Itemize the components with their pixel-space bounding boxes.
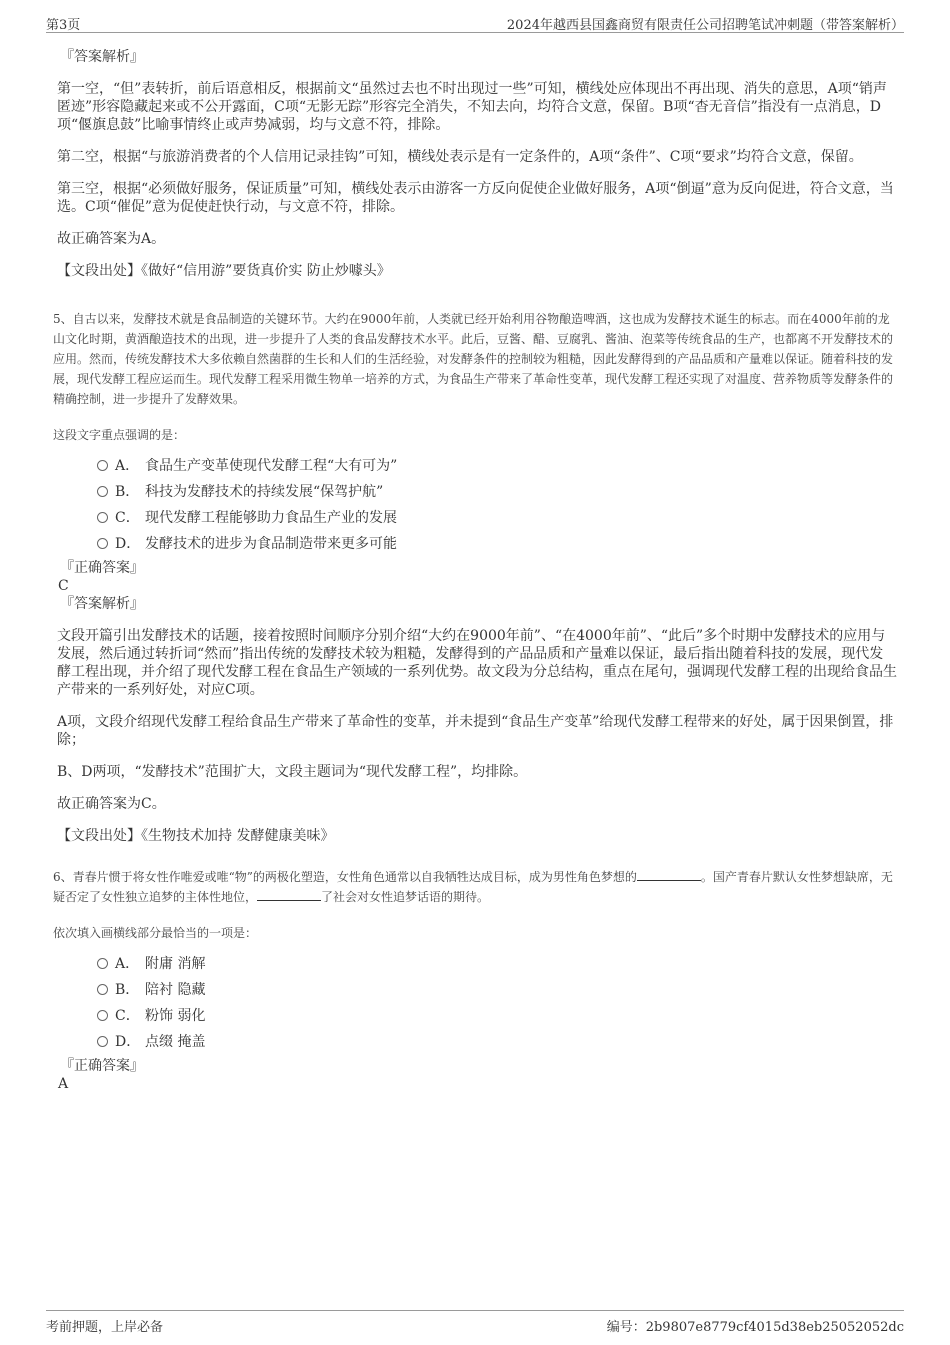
option-c[interactable]: C． 现代发酵工程能够助力食品生产业的发展 <box>97 509 897 535</box>
radio-icon[interactable] <box>97 538 108 549</box>
radio-icon[interactable] <box>97 460 108 471</box>
correct-answer-heading: 『正确答案』 <box>60 1058 144 1074</box>
analysis-paragraph-1: 文段开篇引出发酵技术的话题，接着按照时间顺序分别介绍“大约在9000年前”、“在4000年前”、“此后”多个时期中发酵技术的应用与发展，然后通过转折词“然而”指出传统的发酵技术较为粗糙，发酵得到的产品品质和产量难以保证，最后指出随着科技的发展，现代发酵工程出现，并介绍了现代发酵工程在食品生产领域的一系列优势。故文段为分总结构，重点在尾句，强调现代发酵工程的出现给食品生产带来的一系列好处，对应C项。 <box>57 628 897 698</box>
radio-icon[interactable] <box>97 486 108 497</box>
option-a[interactable]: A． 附庸 消解 <box>97 955 897 981</box>
option-a[interactable]: A． 食品生产变革使现代发酵工程“大有可为” <box>97 457 897 483</box>
blank-1 <box>637 869 701 881</box>
analysis-paragraph-2: A项，文段介绍现代发酵工程给食品生产带来了革命性的变革，并未提到“食品生产变革”给现代发酵工程带来的好处，属于因果倒置，排除； <box>57 714 894 748</box>
page-header <box>46 10 904 33</box>
radio-icon[interactable] <box>97 512 108 523</box>
question-5-stem: 5、自古以来，发酵技术就是食品制造的关键环节。大约在9000年前，人类就已经开始利用谷物酿造啤酒，这也成为发酵技术诞生的标志。而在4000年前的龙山文化时期，黄酒酿造技术的出现，进一步提升了人类的食品发酵技术水平。此后，豆酱、醋、豆腐乳、酱油、泡菜等传统食品的生产，也都离不开发酵技术的应用。然而，传统发酵技术大多依赖自然菌群的生长和人们的生活经验，对发酵条件的控制较为粗糙，因此发酵得到的产品品质和产量难以保证。随着科技的发展，现代发酵工程应运而生。现代发酵工程采用微生物单一培养的方式，为食品生产带来了革命性变革，现代发酵工程还实现了对温度、营养物质等发酵条件的精确控制，进一步提升了发酵效果。 <box>53 312 894 406</box>
analysis-paragraph-3: B、D两项，“发酵技术”范围扩大，文段主题词为“现代发酵工程”，均排除。 <box>57 764 528 780</box>
option-b[interactable]: B． 陪衬 隐藏 <box>97 981 897 1007</box>
document-id: 编号：2b9807e8779cf4015d38eb25052052dc <box>606 1320 904 1335</box>
correct-answer: A <box>58 1076 69 1092</box>
page-footer <box>46 1310 904 1335</box>
question-6-options <box>57 955 897 1059</box>
analysis-paragraph-2: 第二空，根据“与旅游消费者的个人信用记录挂钩”可知，横线处表示是有一定条件的，A项“条件”、C项“要求”均符合文意，保留。 <box>57 149 863 165</box>
question-5-prompt: 这段文字重点强调的是： <box>53 428 186 442</box>
radio-icon[interactable] <box>97 958 108 969</box>
page-content <box>53 40 897 1093</box>
question-5-options <box>57 457 897 561</box>
analysis-paragraph-3: 第三空，根据“必须做好服务，保证质量”可知，横线处表示由游客一方反向促使企业做好服务，A项“倒逼”意为反向促进，符合文意，当选。C项“催促”意为促使赶快行动，与文意不符，排除。 <box>57 181 894 215</box>
source-citation: 【文段出处】《做好“信用游”要货真价实 防止炒噱头》 <box>57 263 391 279</box>
blank-2 <box>257 889 321 901</box>
radio-icon[interactable] <box>97 1036 108 1047</box>
question-6-stem: 6、青春片惯于将女性作唯爱或唯“物”的两极化塑造，女性角色通常以自我牺牲达成目标，成为男性角色梦想的 。国产青春片默认女性梦想缺席，无疑否定了女性独立追梦的主体性地位， 了社会对女性追梦话语的期待。 <box>53 870 893 904</box>
correct-answer: C <box>58 578 69 594</box>
radio-icon[interactable] <box>97 984 108 995</box>
option-d[interactable]: D． 点缀 掩盖 <box>97 1033 897 1059</box>
analysis-conclusion: 故正确答案为A。 <box>57 231 166 247</box>
analysis-paragraph-1: 第一空，“但”表转折，前后语意相反，根据前文“虽然过去也不时出现过一些”可知，横线处应体现出不再出现、消失的意思，A项“销声匿迹”形容隐藏起来或不公开露面，C项“无影无踪”形容完全消失，不知去向，均符合文意，保留。B项“杳无音信”指没有一点消息，D项“偃旗息鼓”比喻事情终止或声势减弱，均与文意不符，排除。 <box>57 81 887 133</box>
question-6-prompt: 依次填入画横线部分最恰当的一项是： <box>53 926 258 940</box>
page-number: 第3页 <box>46 18 81 33</box>
analysis-heading: 『答案解析』 <box>60 49 144 65</box>
correct-answer-heading: 『正确答案』 <box>60 560 144 576</box>
option-d[interactable]: D． 发酵技术的进步为食品制造带来更多可能 <box>97 535 897 561</box>
option-c[interactable]: C． 粉饰 弱化 <box>97 1007 897 1033</box>
source-citation: 【文段出处】《生物技术加持 发酵健康美味》 <box>57 828 335 844</box>
radio-icon[interactable] <box>97 1010 108 1021</box>
option-b[interactable]: B． 科技为发酵技术的持续发展“保驾护航” <box>97 483 897 509</box>
analysis-heading: 『答案解析』 <box>60 596 144 612</box>
analysis-conclusion: 故正确答案为C。 <box>57 796 166 812</box>
footer-slogan: 考前押题，上岸必备 <box>46 1320 164 1335</box>
document-title: 2024年越西县国鑫商贸有限责任公司招聘笔试冲刺题（带答案解析） <box>506 18 904 33</box>
